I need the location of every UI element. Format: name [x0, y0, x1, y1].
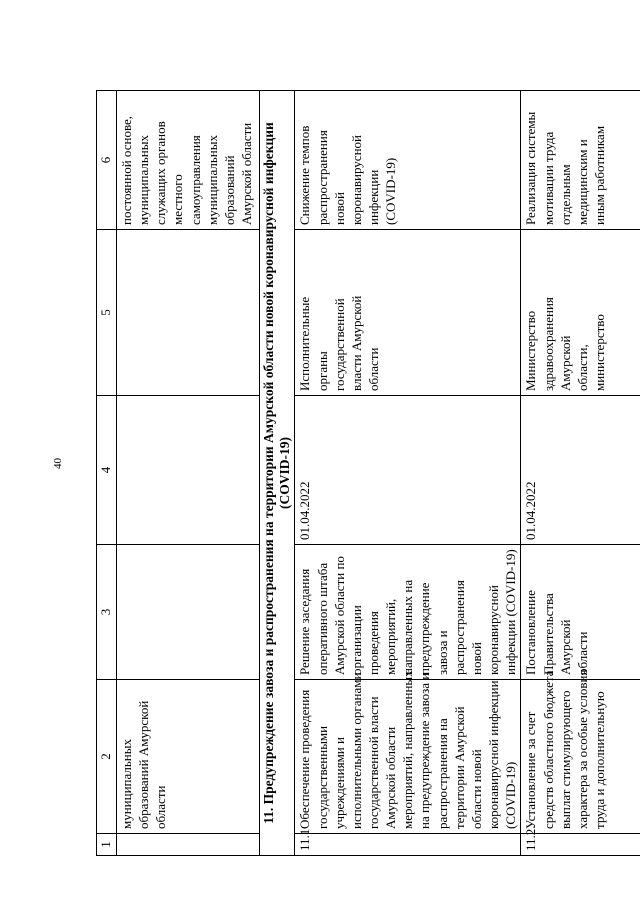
measure-cell	[295, 670, 521, 834]
responsible-cell	[521, 230, 640, 396]
page-number: 40	[52, 458, 64, 469]
text-line: новой	[331, 192, 347, 225]
table-row	[521, 91, 640, 856]
text-line: предупреждение	[417, 582, 433, 675]
colnum-6: 6	[97, 91, 117, 230]
carryover-col6	[117, 91, 260, 230]
text-line: Установление за счет	[523, 711, 539, 829]
text-line: области	[574, 631, 590, 675]
text-line: Обеспечение проведения	[297, 689, 313, 829]
text-line: Правительства	[540, 593, 556, 675]
text-line: Исполнительные	[297, 296, 313, 391]
section-title-line: 11. Предупреждение завоза и распространения на территории Амурской области новой коронавирусной инфекции	[261, 122, 276, 824]
rotated-table-wrapper	[96, 91, 608, 856]
text-line: иным работникам	[592, 125, 608, 225]
text-line: служащих органов	[153, 121, 169, 225]
text-line: области новой	[468, 749, 484, 829]
row-number: 11.2.	[521, 834, 640, 856]
colnum-2: 2	[97, 680, 117, 834]
text-line: Амурской области	[383, 726, 399, 829]
result-cell	[295, 91, 521, 230]
document-cell	[521, 545, 640, 680]
text-line: органы	[314, 351, 330, 391]
text-line: государственной	[331, 298, 347, 391]
text-line: характера за особые условия	[574, 669, 590, 829]
measure-cell	[521, 669, 640, 834]
responsible-cell	[295, 230, 521, 396]
result-cell	[521, 91, 640, 230]
text-line: территории Амурской	[451, 706, 467, 829]
carryover-col4	[117, 396, 260, 545]
text-line: государственными	[314, 725, 330, 829]
text-line: Постановление	[523, 590, 539, 675]
text-line: Снижение темпов	[297, 125, 313, 225]
text-line: (COVID-19)	[503, 761, 519, 829]
text-line: учреждениями и	[331, 737, 347, 829]
colnum-5: 5	[97, 230, 117, 396]
text-line: организации	[348, 605, 364, 675]
text-line: постоянной основе,	[119, 115, 134, 225]
colnum-4: 4	[97, 396, 117, 545]
colnum-1: 1	[97, 834, 117, 856]
text-line: самоуправления	[187, 135, 203, 225]
text-line: труда и дополнительную	[592, 691, 608, 829]
carryover-col5	[117, 230, 260, 396]
text-line: мероприятий,	[383, 598, 399, 675]
section-heading-row	[260, 91, 295, 856]
text-line: коронавирусной инфекции	[486, 680, 502, 829]
carryover-row	[117, 91, 260, 856]
text-line: Министерство	[523, 310, 539, 391]
text-line: направленных на	[400, 579, 416, 675]
measures-table	[96, 90, 640, 856]
row-number: 11.1	[295, 834, 521, 856]
carryover-col2	[117, 680, 260, 834]
text-line: новой	[468, 642, 484, 675]
text-line: оперативного штаба	[314, 562, 330, 675]
text-line: образований	[221, 155, 237, 225]
text-line: образований Амурской	[136, 700, 152, 829]
text-line: завоза и	[434, 630, 450, 675]
text-line: Решение заседания	[297, 568, 313, 675]
text-line: коронавирусной	[486, 585, 502, 675]
carryover-col3	[117, 545, 260, 680]
text-line: на предупреждение завоза и	[417, 672, 433, 829]
text-line: области	[153, 785, 169, 829]
text-line: исполнительными органами	[348, 672, 364, 829]
text-line: Амурской	[557, 335, 573, 391]
text-line: (COVID-19)	[383, 157, 399, 225]
section-title-line: (COVID-19)	[277, 437, 293, 509]
colnum-3: 3	[97, 545, 117, 680]
text-line: области,	[574, 344, 590, 391]
text-line: проведения	[366, 611, 381, 675]
text-line: выплат стимулирующего	[557, 690, 573, 829]
text-line: распространения	[314, 130, 330, 225]
column-number-row	[97, 91, 117, 856]
text-line: средств областного бюджета	[540, 670, 556, 829]
text-line: инфекции (COVID-19)	[503, 549, 519, 675]
text-line: инфекции	[366, 169, 381, 225]
text-line: распространения	[451, 580, 467, 675]
text-line: здравоохранения	[540, 297, 556, 391]
text-line: мотивации труда	[540, 131, 556, 225]
text-line: государственной власти	[366, 696, 381, 829]
text-line: отдельным	[557, 164, 573, 225]
text-line: мероприятий, направленных	[400, 670, 416, 829]
text-line: Амурской области	[239, 122, 255, 225]
document-cell	[295, 545, 521, 680]
text-line: Реализация системы	[523, 111, 539, 225]
table-row	[295, 91, 521, 856]
text-line: Амурской области по	[331, 556, 347, 675]
text-line: области	[366, 347, 381, 391]
text-line: муниципальных	[136, 134, 152, 225]
text-line: коронавирусной	[348, 135, 364, 225]
text-line: муниципальных	[204, 134, 220, 225]
text-line: министерство	[592, 314, 608, 391]
text-line: муниципальных	[119, 738, 134, 829]
text-line: медицинским и	[574, 139, 590, 225]
section-heading	[260, 91, 295, 856]
text-line: власти Амурской	[348, 295, 364, 391]
text-line: распространения на	[434, 718, 450, 829]
date-cell: 01.04.2022	[295, 396, 521, 545]
text-line: Амурской	[557, 619, 573, 675]
carryover-num-cell	[117, 834, 260, 856]
text-line: местного	[170, 174, 186, 225]
date-cell: 01.04.2022	[521, 396, 640, 545]
